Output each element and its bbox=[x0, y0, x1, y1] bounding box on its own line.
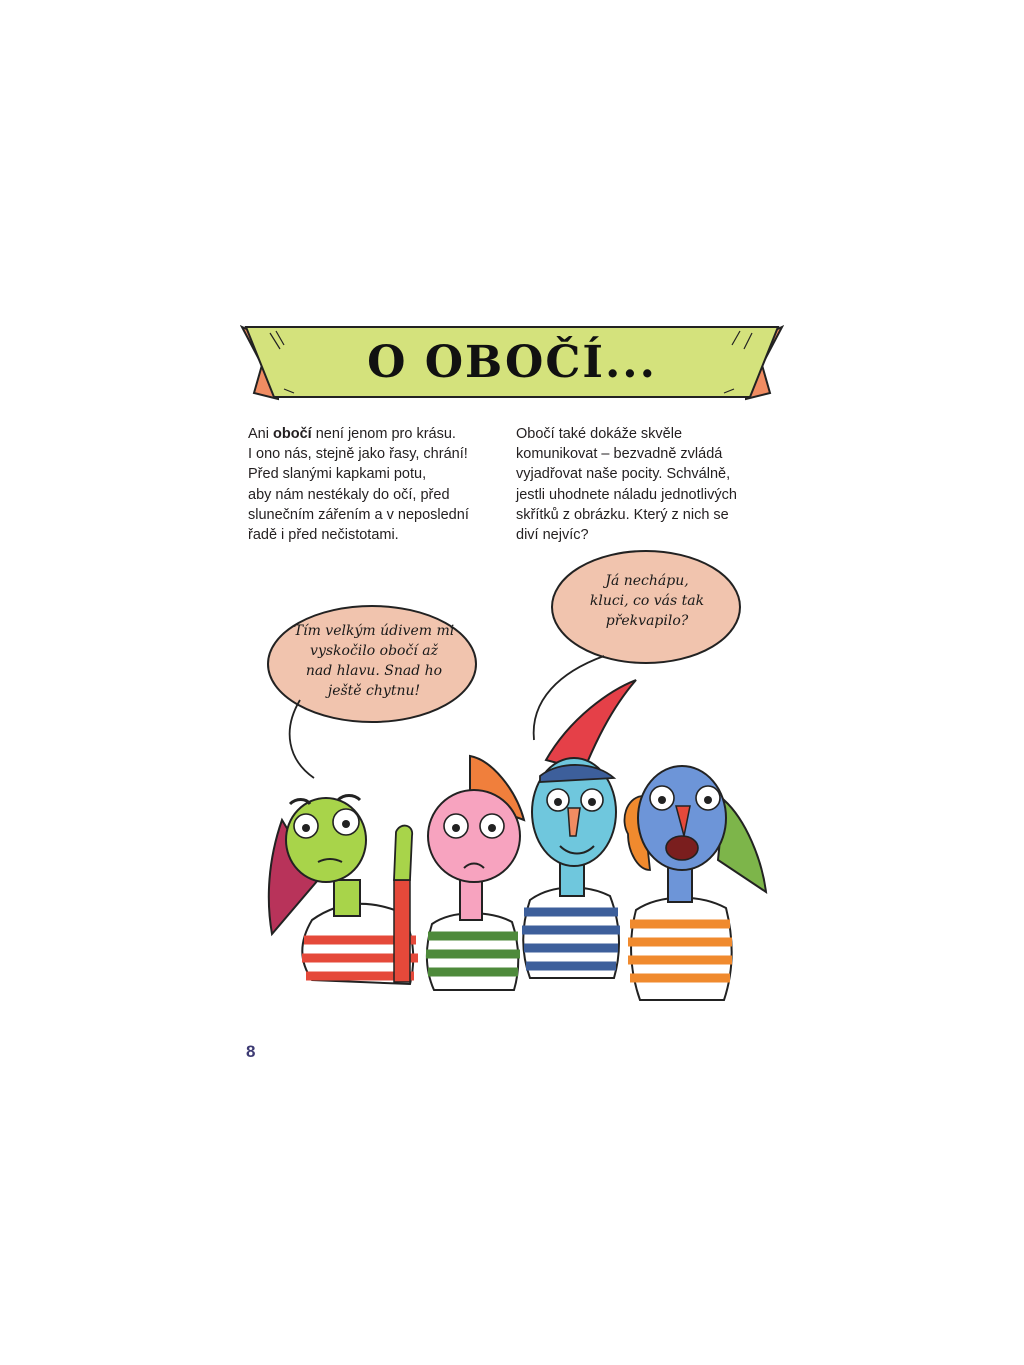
text-line: jestli uhodnete náladu jednotlivých bbox=[516, 486, 737, 503]
text-line: komunikovat – bezvadně zvládá bbox=[516, 446, 723, 463]
text-line: I ono nás, stejně jako řasy, chrání! bbox=[248, 446, 468, 463]
text-line: diví nejvíc? bbox=[516, 527, 589, 544]
text-line: aby nám nestékaly do očí, před bbox=[248, 486, 450, 503]
page-number: 8 bbox=[246, 1042, 256, 1061]
text-line: Před slanými kapkami potu, bbox=[248, 466, 427, 483]
text-line: Obočí také dokáže skvěle bbox=[516, 426, 683, 442]
speech-bubble-left-text: Tím velkým údivem mi vyskočilo obočí až nad hlavu. Snad ho ještě chytnu! bbox=[293, 623, 455, 699]
speech-bubble-right-text: Já nechápu, kluci, co vás tak překvapilo? bbox=[589, 573, 705, 629]
text-line: slunečním zářením a v neposlední bbox=[248, 506, 469, 523]
gnome-cyan bbox=[522, 680, 636, 978]
gnome-green bbox=[269, 796, 418, 985]
text-line: vyjadřovat naše pocity. Schválně, bbox=[516, 466, 731, 483]
gnome-blue bbox=[624, 766, 766, 1000]
text-line: řadě i před nečistotami. bbox=[248, 527, 399, 544]
page-title: O OBOČÍ... bbox=[367, 336, 657, 388]
text-line: skřítků z obrázku. Který z nich se bbox=[516, 506, 729, 523]
text-line: Ani obočí není jenom pro krásu. bbox=[248, 426, 456, 442]
bold-term: obočí bbox=[273, 426, 312, 442]
